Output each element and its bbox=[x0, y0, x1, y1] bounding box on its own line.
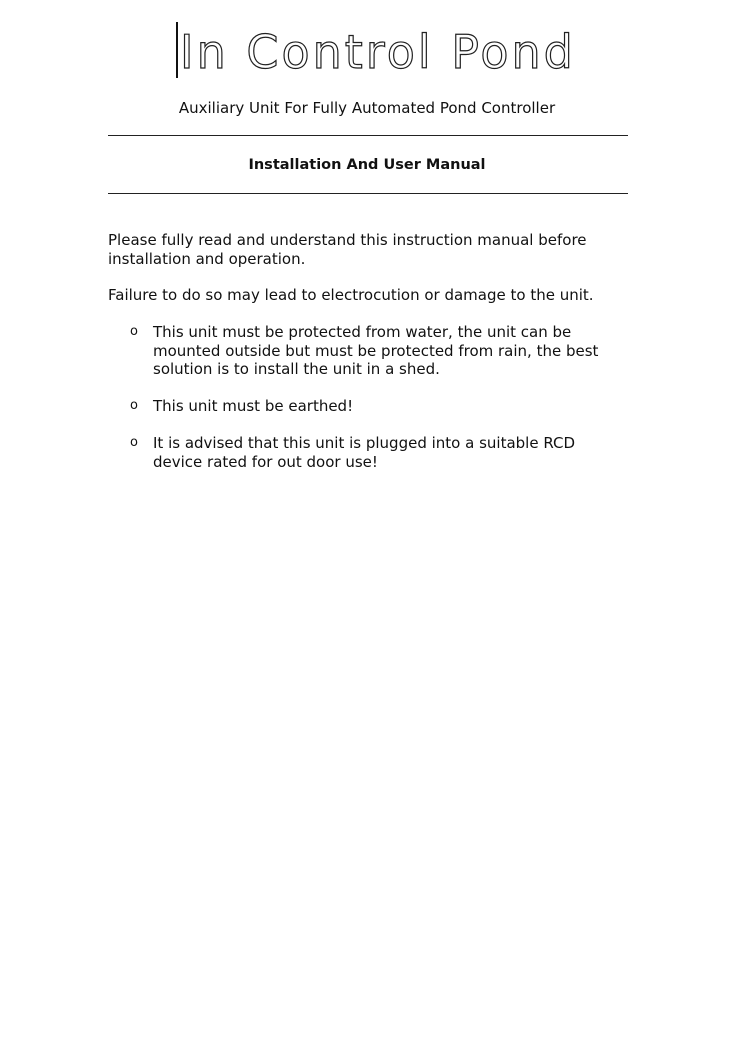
manual-heading: Installation And User Manual bbox=[248, 157, 486, 173]
list-item-text: This unit must be earthed! bbox=[153, 397, 354, 415]
list-item-text: This unit must be protected from water, the unit can be mounted outside but must be protected from rain, the best solution is to install the unit in a shed. bbox=[153, 323, 599, 378]
bullet-circle-icon: o bbox=[130, 398, 138, 413]
safety-list bbox=[108, 323, 628, 490]
divider-bottom bbox=[108, 193, 628, 194]
bullet-circle-icon: o bbox=[130, 324, 138, 339]
list-item bbox=[108, 323, 628, 379]
list-item-text: It is advised that this unit is plugged into a suitable RCD device rated for out door use! bbox=[153, 434, 576, 471]
bullet-circle-icon: o bbox=[130, 435, 138, 450]
divider-top bbox=[108, 135, 628, 136]
intro-paragraph: Please fully read and understand this instruction manual before installation and operation. bbox=[108, 231, 587, 268]
document-title: In Control Pond bbox=[180, 25, 576, 79]
warning-paragraph: Failure to do so may lead to electrocution or damage to the unit. bbox=[108, 286, 594, 304]
list-item bbox=[108, 397, 628, 416]
title-accent-bar bbox=[176, 22, 178, 78]
list-item bbox=[108, 434, 628, 471]
document-subtitle: Auxiliary Unit For Fully Automated Pond Controller bbox=[178, 99, 556, 117]
